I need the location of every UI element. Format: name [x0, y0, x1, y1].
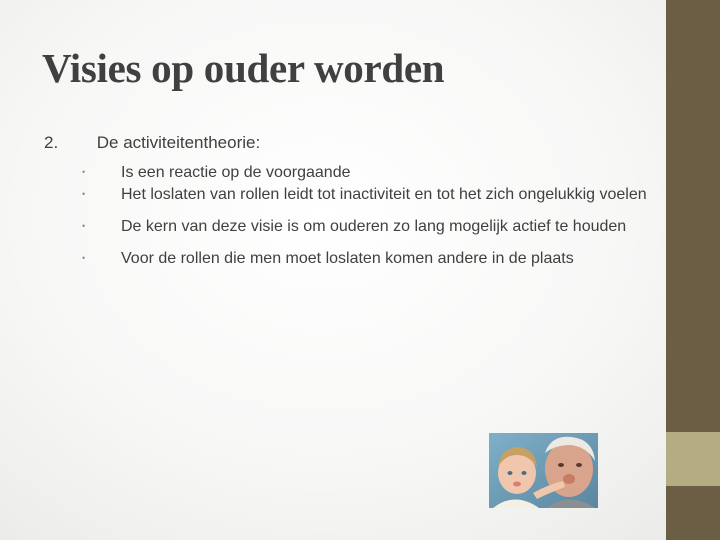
- item-label: De activiteitentheorie:: [96, 133, 261, 152]
- side-accent-strip-top: [666, 0, 720, 432]
- photo-illustration-icon: [489, 433, 598, 508]
- bullet-text: Het loslaten van rollen leidt tot inactiviteit en tot het zich ongelukkig voelen: [121, 186, 647, 203]
- slide-title: Visies op ouder worden: [42, 45, 445, 91]
- bullet-text: Is een reactie op de voorgaande: [121, 164, 351, 181]
- grandfather-and-child-photo: [489, 433, 598, 508]
- bullet-text: De kern van deze visie is om ouderen zo lang mogelijk actief te houden: [121, 218, 627, 235]
- side-accent-strip-middle: [666, 432, 720, 486]
- numbered-item: [44, 133, 260, 153]
- bullet-item: [78, 184, 648, 206]
- side-accent-strip-bottom: [666, 486, 720, 540]
- bullet-dot-icon: •: [82, 167, 86, 177]
- bullet-text: Voor de rollen die men moet loslaten komen andere in de plaats: [121, 250, 574, 267]
- bullet-item: [78, 162, 648, 184]
- item-number: 2.: [44, 133, 59, 152]
- bullet-dot-icon: •: [82, 221, 86, 231]
- bullet-list: [78, 162, 648, 280]
- bullet-dot-icon: •: [82, 253, 86, 263]
- bullet-item: [78, 248, 648, 270]
- bullet-dot-icon: •: [82, 189, 86, 199]
- bullet-item: [78, 216, 648, 238]
